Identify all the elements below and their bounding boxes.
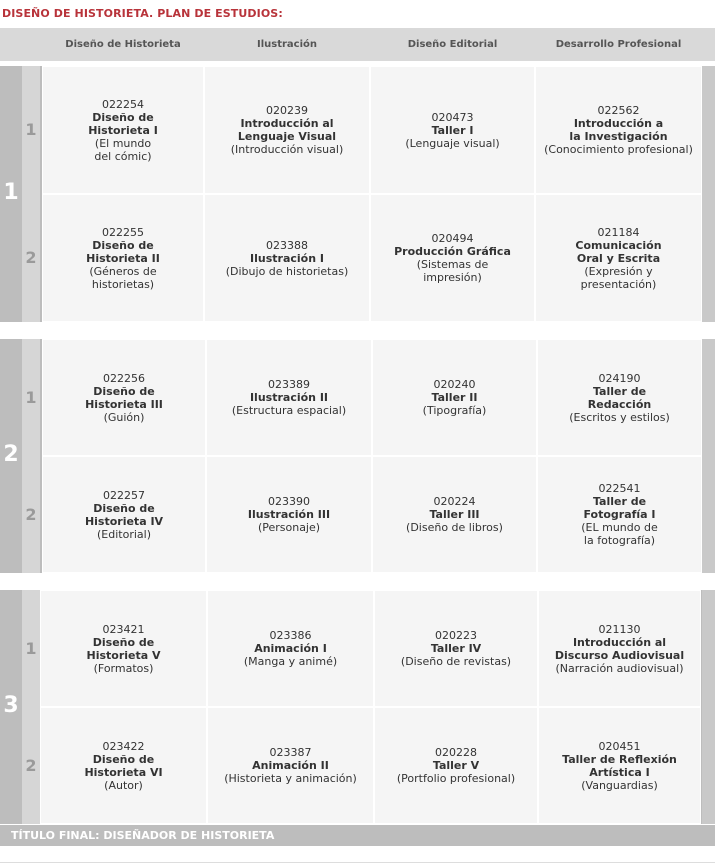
course-cell	[535, 194, 702, 322]
right-strip	[702, 339, 715, 573]
course-name: Lenguaje Visual	[237, 130, 337, 143]
right-strip	[702, 590, 715, 824]
course-description: (El mundo	[94, 136, 152, 150]
course-cell	[207, 707, 374, 824]
course-name: Historieta VI	[84, 765, 163, 779]
course-description: (Dibujo de historietas)	[225, 264, 349, 278]
year-block-1	[0, 66, 715, 322]
semester-number: 1	[25, 638, 37, 658]
course-description: (Autor)	[104, 778, 143, 792]
course-name: Taller de	[592, 495, 647, 508]
course-description: (Escritos y estilos)	[569, 410, 670, 424]
course-code: 022255	[102, 225, 144, 239]
course-description: (Guión)	[103, 410, 145, 424]
course-name: Taller de Reflexión	[562, 752, 677, 766]
course-name: Historieta I	[88, 123, 158, 137]
course-name: Ilustración I	[250, 251, 324, 265]
year-block-3	[0, 590, 715, 824]
course-description: (EL mundo de	[581, 521, 658, 534]
course-cell	[42, 456, 206, 573]
course-description: del cómic)	[94, 149, 152, 163]
course-name: Historieta III	[85, 397, 163, 411]
course-code: 023390	[268, 495, 310, 508]
course-code: 021184	[597, 225, 640, 239]
course-code: 022256	[103, 371, 145, 385]
course-description: (Vanguardias)	[581, 778, 658, 792]
course-code: 023421	[102, 622, 145, 636]
course-name: Animación I	[254, 642, 327, 655]
course-name: la Investigación	[569, 130, 668, 143]
course-cell	[207, 590, 374, 707]
course-name: Taller de	[592, 384, 647, 398]
course-cell	[370, 194, 535, 322]
course-cell	[537, 456, 702, 573]
course-code: 020473	[431, 110, 474, 124]
course-name: Taller II	[431, 391, 478, 404]
course-name: Historieta II	[86, 251, 160, 265]
column-header-ilustracion: Ilustración	[256, 39, 318, 50]
column-header-profesional: Desarrollo Profesional	[555, 39, 682, 50]
year-number: 1	[3, 180, 19, 205]
course-description: (Expresión y	[584, 264, 653, 278]
right-strip	[702, 66, 715, 322]
course-code: 020240	[433, 378, 476, 391]
course-description: (Narración audiovisual)	[555, 661, 684, 675]
course-name: Ilustración III	[247, 508, 331, 521]
course-cell	[42, 339, 206, 456]
course-name: Redacción	[587, 397, 652, 411]
course-cell	[42, 66, 204, 194]
course-name: Producción Gráfica	[394, 245, 511, 258]
course-description: (Diseño de revistas)	[400, 655, 512, 668]
course-description: impresión)	[423, 271, 482, 284]
course-code: 023422	[102, 739, 145, 753]
course-description: (Editorial)	[97, 527, 151, 541]
course-code: 022254	[102, 97, 144, 111]
course-description: (Portfolio profesional)	[396, 772, 516, 785]
course-name: Taller V	[432, 759, 480, 772]
course-name: Diseño de	[92, 752, 155, 766]
column-header-bar	[0, 28, 715, 61]
course-cell	[40, 707, 207, 824]
course-name: Fotografía I	[583, 508, 656, 521]
course-description: (Tipografía)	[422, 404, 487, 417]
course-name: Taller I	[431, 123, 474, 137]
course-cell	[40, 590, 207, 707]
course-cell	[204, 194, 370, 322]
year-block-2	[0, 339, 715, 573]
course-cell	[535, 66, 702, 194]
semester-number: 2	[25, 755, 37, 775]
course-code: 022541	[598, 482, 641, 495]
course-code: 022562	[597, 104, 640, 117]
semester-number: 2	[25, 504, 37, 524]
course-cell	[370, 66, 535, 194]
course-name: Discurso Audiovisual	[554, 648, 685, 662]
course-name: Oral y Escrita	[576, 251, 661, 265]
course-name: Artística I	[589, 765, 650, 779]
course-cell	[206, 456, 372, 573]
course-code: 022257	[103, 488, 145, 502]
course-description: (Personaje)	[257, 521, 321, 534]
course-description: (Introducción visual)	[230, 143, 344, 156]
course-name: Diseño de	[92, 110, 154, 124]
course-code: 023386	[269, 629, 312, 642]
semester-column	[22, 339, 40, 573]
course-description: (Géneros de	[89, 264, 157, 278]
course-description: (Estructura espacial)	[231, 404, 347, 417]
course-name: Diseño de	[92, 635, 155, 649]
course-name: Comunicación	[575, 238, 662, 252]
course-name: Diseño de	[93, 501, 155, 515]
course-name: Introducción a	[573, 117, 664, 130]
course-code: 020228	[435, 746, 477, 759]
semester-column	[22, 66, 40, 322]
course-cell	[204, 66, 370, 194]
column-header-historieta: Diseño de Historieta	[65, 39, 181, 50]
year-number: 2	[3, 442, 19, 467]
final-title: TÍTULO FINAL: DISEÑADOR DE HISTORIETA	[11, 829, 275, 842]
footer-bar	[0, 825, 715, 846]
course-code: 021130	[598, 622, 641, 636]
semester-number: 2	[25, 248, 37, 267]
course-cell	[206, 339, 372, 456]
course-cell	[42, 194, 204, 322]
course-description: historietas)	[91, 277, 155, 291]
course-name: Diseño de	[92, 238, 154, 252]
course-name: Historieta IV	[84, 514, 164, 528]
course-description: (Formatos)	[93, 661, 154, 675]
semester-number: 1	[25, 120, 37, 139]
course-name: Animación II	[252, 759, 329, 772]
course-description: (Diseño de libros)	[406, 521, 503, 534]
course-description: presentación)	[580, 277, 657, 291]
course-name: Taller III	[429, 508, 480, 521]
course-name: Ilustración II	[249, 391, 329, 404]
course-cell	[537, 339, 702, 456]
page-title: DISEÑO DE HISTORIETA. PLAN DE ESTUDIOS:	[2, 7, 283, 20]
course-code: 024190	[598, 371, 641, 385]
year-number: 3	[3, 693, 19, 718]
course-code: 020451	[598, 739, 641, 753]
course-description: (Sistemas de	[416, 258, 489, 271]
column-header-editorial: Diseño Editorial	[407, 39, 498, 50]
course-name: Introducción al	[572, 635, 667, 649]
course-name: Diseño de	[93, 384, 155, 398]
course-code: 020224	[433, 495, 476, 508]
course-description: (Manga y animé)	[243, 655, 338, 668]
course-description: (Conocimiento profesional)	[544, 143, 693, 156]
course-name: Historieta V	[86, 648, 161, 662]
course-cell	[372, 339, 537, 456]
semester-number: 1	[25, 387, 37, 407]
course-description: (Lenguaje visual)	[405, 136, 500, 150]
course-cell	[374, 707, 538, 824]
course-description: la fotografía)	[583, 534, 656, 547]
course-description: (Historieta y animación)	[224, 772, 357, 785]
course-cell	[374, 590, 538, 707]
course-name: Introducción al	[240, 117, 334, 130]
course-code: 023389	[268, 378, 310, 391]
course-code: 023387	[269, 746, 312, 759]
semester-column	[22, 590, 40, 824]
course-cell	[538, 590, 701, 707]
course-code: 020494	[431, 232, 474, 245]
course-code: 020239	[266, 104, 308, 117]
course-code: 023388	[266, 238, 308, 252]
course-cell	[538, 707, 701, 824]
course-name: Taller IV	[430, 642, 482, 655]
course-code: 020223	[435, 629, 477, 642]
course-cell	[372, 456, 537, 573]
